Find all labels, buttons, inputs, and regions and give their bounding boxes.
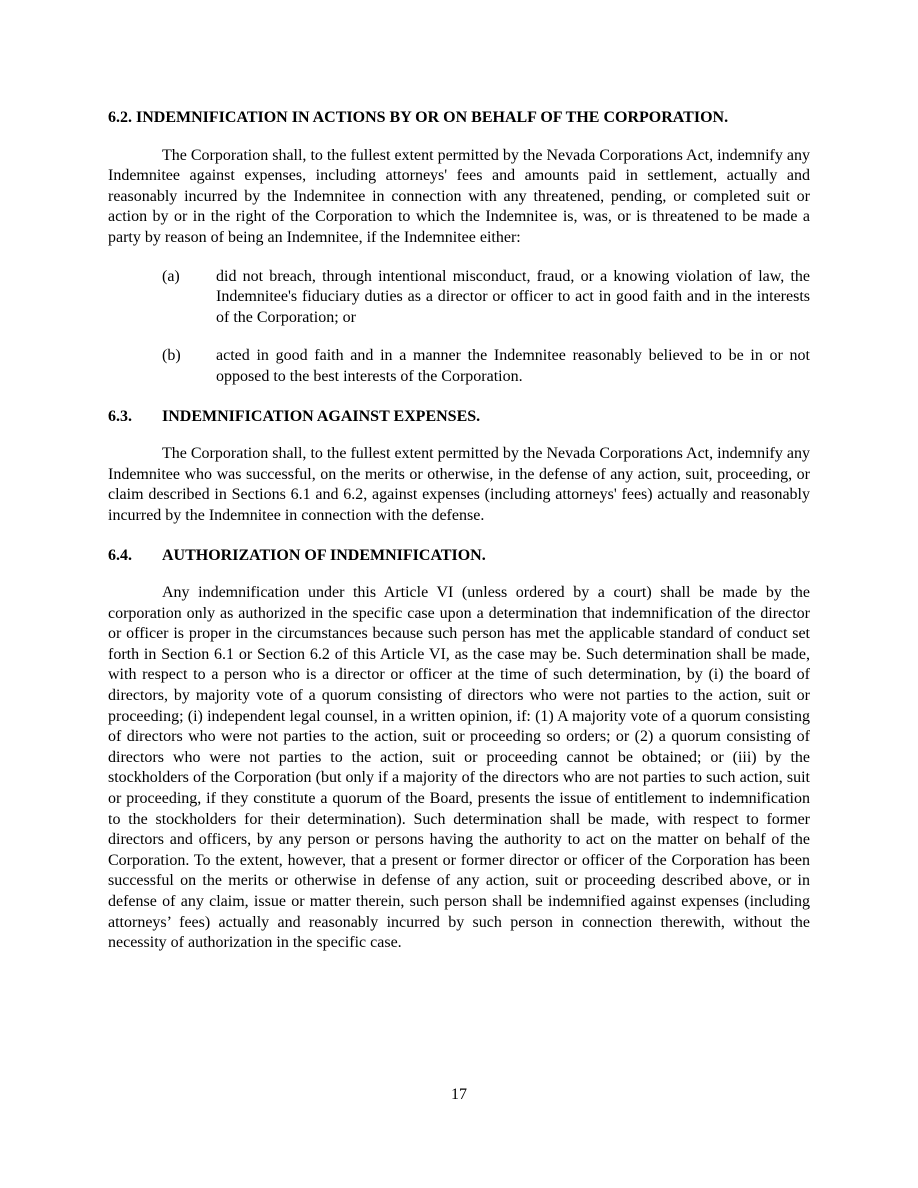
- section-6-2-body: The Corporation shall, to the fullest extent permitted by the Nevada Corporations Act, indemnify any Indemnitee against expenses, including attorneys' fees and amounts paid in settlement, actually and reasonably incurred by the Indemnitee in connection with any threatened, pending, or completed suit or action by or in the right of the Corporation to which the Indemnitee is, was, or is threatened to be made a party by reason of being an Indemnitee, if the Indemnitee either:: [108, 146, 810, 246]
- section-6-4-title: AUTHORIZATION OF INDEMNIFICATION.: [162, 546, 486, 564]
- page-number: 17: [451, 1086, 467, 1103]
- section-6-3-heading: [108, 407, 810, 428]
- section-6-2-item-b: [108, 346, 810, 387]
- section-6-2-heading: [108, 108, 810, 129]
- item-a-text: did not breach, through intentional misconduct, fraud, or a knowing violation of law, the Indemnitee's fiduciary duties as a director or officer to act in good faith and in the interests of the Corporation; or: [216, 267, 810, 326]
- section-6-2-title: INDEMNIFICATION IN ACTIONS BY OR ON BEHALF OF THE CORPORATION.: [136, 109, 729, 126]
- section-6-4-heading: [108, 546, 810, 567]
- item-b-text: acted in good faith and in a manner the Indemnitee reasonably believed to be in or not opposed to the best interests of the Corporation.: [216, 347, 810, 385]
- section-6-2-number: 6.2.: [108, 109, 132, 126]
- section-6-3-number: 6.3.: [108, 407, 132, 425]
- section-6-3-body: The Corporation shall, to the fullest extent permitted by the Nevada Corporations Act, indemnify any Indemnitee who was successful, on the merits or otherwise, in the defense of any action, suit, proceeding, or claim described in Sections 6.1 and 6.2, against expenses (including attorneys' fees) actually and reasonably incurred by the Indemnitee in connection with the defense.: [108, 445, 810, 524]
- section-6-4-body: Any indemnification under this Article VI (unless ordered by a court) shall be made by the corporation only as authorized in the specific case upon a determination that indemnification of the director or officer is proper in the circumstances because such person has met the applicable standard of conduct set forth in Section 6.1 or Section 6.2 of this Article VI, as the case may be. Such determination shall be made, with respect to a person who is a director or officer at the time of such determination, by (i) the board of directors, by majority vote of a quorum consisting of directors who were not parties to the action, suit or proceeding; (i) independent legal counsel, in a written opinion, if: (1) A majority vote of a quorum consisting of directors who were not parties to the action, suit or proceeding so orders; or (2) a quorum consisting of directors who were not parties to the action, suit or proceeding cannot be obtained; or (iii) by the stockholders of the Corporation (but only if a majority of the directors who are not parties to such action, suit or proceeding, if they constitute a quorum of the Board, presents the issue of entitlement to indemnification to the stockholders for their determination). Such determination shall be made, with respect to former directors and officers, by any person or persons having the authority to act on the matter on behalf of the Corporation. To the extent, however, that a present or former director or officer of the Corporation has been successful on the merits or otherwise in defense of any action, suit or proceeding described above, or in defense of any claim, issue or matter therein, such person shall be indemnified against expenses (including attorneys’ fees) actually and reasonably incurred by such person in connection therewith, without the necessity of authorization in the specific case.: [108, 584, 810, 952]
- item-b-label: (b): [162, 347, 181, 365]
- section-6-4-number: 6.4.: [108, 546, 132, 564]
- item-a-label: (a): [162, 267, 180, 285]
- section-6-2-item-a: [108, 267, 810, 329]
- document-page: [108, 108, 810, 954]
- section-6-3-title: INDEMNIFICATION AGAINST EXPENSES.: [162, 407, 481, 425]
